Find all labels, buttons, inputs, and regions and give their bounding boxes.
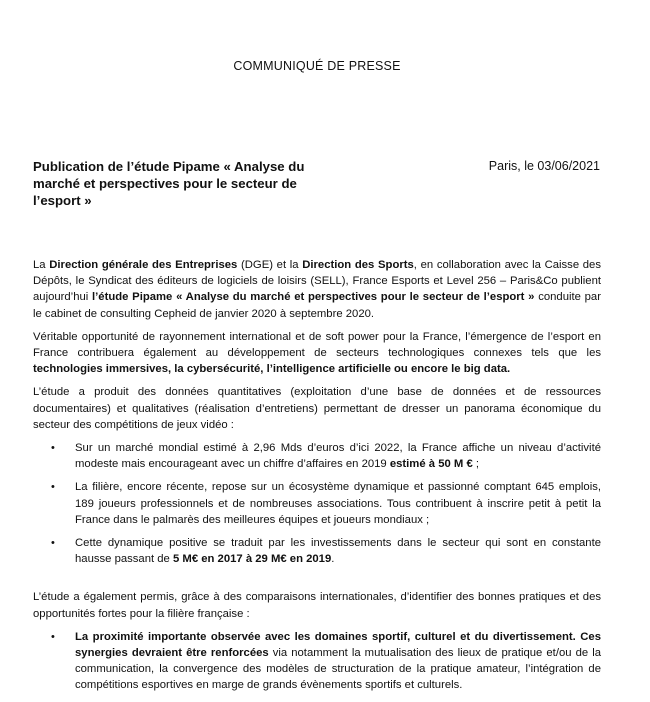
key-findings-list xyxy=(33,440,601,567)
best-practices-list xyxy=(33,629,601,694)
list-item xyxy=(33,629,601,694)
text-run: La xyxy=(33,259,50,271)
paragraph-opportunity xyxy=(33,329,601,378)
list-item xyxy=(33,479,601,528)
text-run: , en collaboration avec la Caisse des Dépôts, le Syndicat des éditeurs de logiciels de loisirs (SELL), France Esports et Level 256 – Paris&Co publient aujourd’hui xyxy=(33,259,601,304)
bold-run: estimé à 50 M € xyxy=(389,458,473,471)
bold-run: Direction générale des Entreprises xyxy=(49,259,238,271)
bullet-icon: • xyxy=(51,442,55,455)
text-run: Cette dynamique positive se traduit par les investissements dans le secteur qui sont en constante hausse passant de xyxy=(75,537,601,566)
text-run: ; xyxy=(472,458,480,471)
text-run: via notamment la mutualisation des lieux de pratique et/ou de la communication, la convergence des modèles de structuration de la pratique amateur, l’intégration de compétitions esportives en marge de grands évènements sportifs et culturels. xyxy=(75,647,602,692)
paragraph-study-data: L’étude a produit des données quantitatives (exploitation d’une base de données et de ressources documentaires) et qualitatives (réalisation d’entretiens) permettant de dresser un panorama économique du secteur des compétitions de jeux vidéo : xyxy=(33,386,601,431)
bullet-icon: • xyxy=(51,481,55,494)
bold-run: technologies immersives, la cybersécurité, l’intelligence artificielle ou encore le big data. xyxy=(33,363,511,376)
document-header: COMMUNIQUÉ DE PRESSE xyxy=(233,59,401,73)
text-run: conduite par le cabinet de consulting Cepheid de janvier 2020 à septembre 2020. xyxy=(33,291,601,320)
spacer xyxy=(33,575,601,589)
bullet-icon: • xyxy=(51,537,55,550)
paragraph-international: L’étude a également permis, grâce à des comparaisons internationales, d’identifier des bonnes pratiques et des opportunités fortes pour la filière française : xyxy=(33,591,601,620)
text-run: . xyxy=(331,553,335,566)
text-run: La filière, encore récente, repose sur un écosystème dynamique et passionné comptant 645 emplois, 189 joueurs professionnels et de nombreuses associations. Tous contribuent à inscrire petit à petit la France dans le palmarès des meilleures équipes et joueurs mondiaux ; xyxy=(75,481,601,526)
bullet-icon: • xyxy=(51,630,55,643)
text-run: Sur un marché mondial estimé à 2,96 Mds d’euros d’ici 2022, la France affiche un niveau d’activité modeste mais encourageant avec un chiffre d’affaires en 2019 xyxy=(75,442,601,471)
document-title: Publication de l’étude Pipame « Analyse du marché et perspectives pour le secteur de l’esport » xyxy=(33,159,305,208)
document-body xyxy=(33,257,601,702)
paragraph-intro xyxy=(33,257,601,322)
bold-run: 5 M€ en 2017 à 29 M€ en 2019 xyxy=(172,553,332,566)
text-run: Véritable opportunité de rayonnement international et de soft power pour la France, l’émergence de l’esport en France contribuera également au développement de secteurs technologiques connexes tels que les xyxy=(33,330,601,360)
list-item xyxy=(33,535,601,567)
list-item xyxy=(33,440,601,472)
bold-run: La proximité importante observée avec les domaines sportif, culturel et du divertissement. Ces synergies devraient être renforcées xyxy=(75,630,601,660)
bold-run: l’étude Pipame « Analyse du marché et perspectives pour le secteur de l’esport » xyxy=(92,291,535,304)
bold-run: Direction des Sports xyxy=(302,259,414,271)
text-run: (DGE) et la xyxy=(237,259,303,271)
dateline: Paris, le 03/06/2021 xyxy=(488,159,600,173)
